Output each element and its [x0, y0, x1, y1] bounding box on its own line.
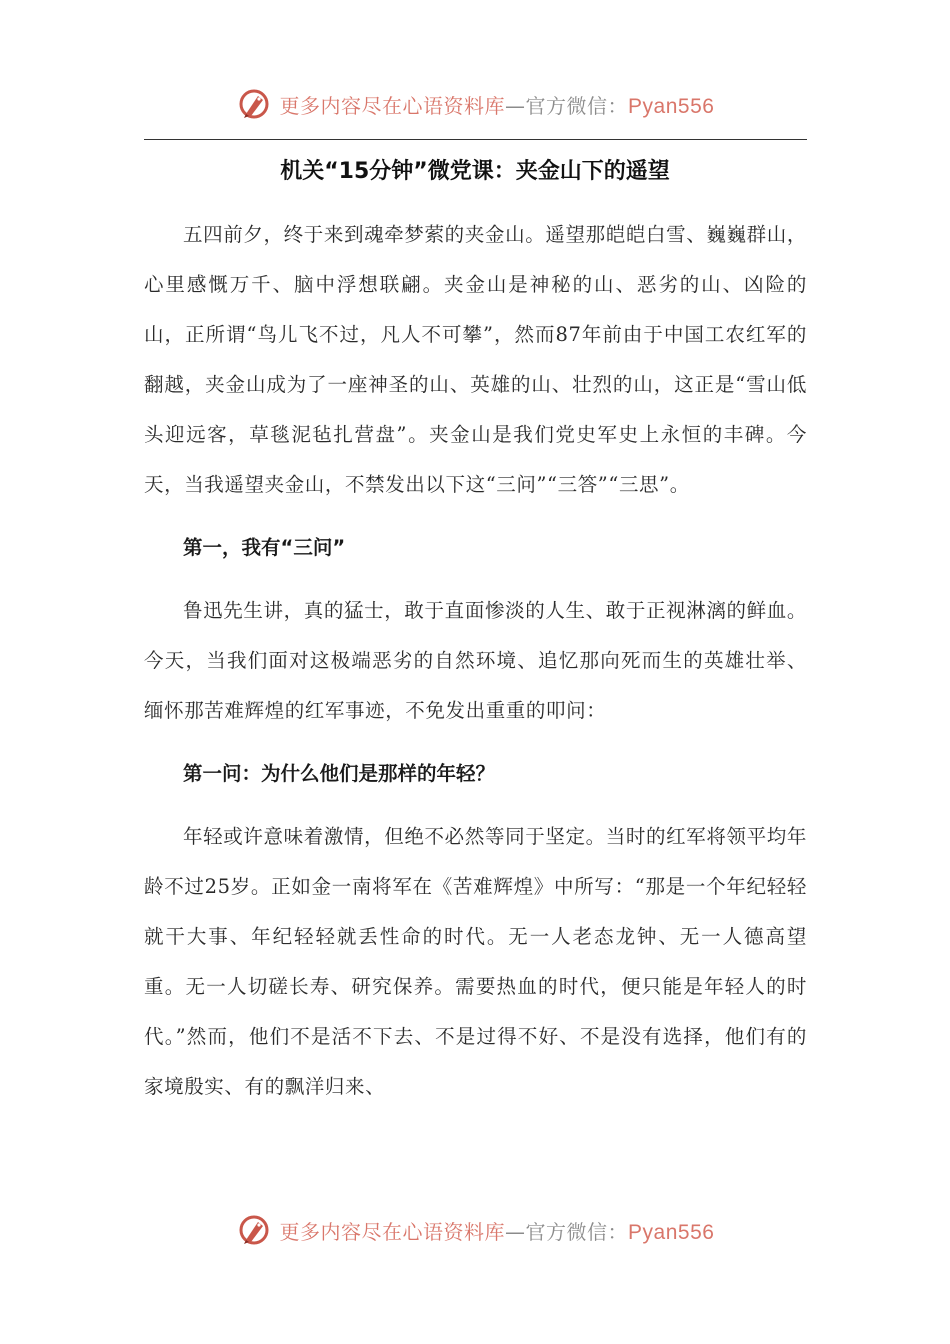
banner-site-name: 更多内容尽在心语资料库: [279, 93, 506, 118]
section-heading: 第一问：为什么他们是那样的年轻？: [183, 762, 496, 785]
banner-wechat-label: —官方微信：: [505, 93, 629, 118]
paragraph: 五四前夕，终于来到魂牵梦萦的夹金山。遥望那皑皑白雪、巍巍群山，心里感慨万千、脑中浮想联翩。夹金山是神秘的山、恶劣的山、凶险的山，正所谓“鸟儿飞不过，凡人不可攀”，然而87年前由于中国工农红军的翻越，夹金山成为了一座神圣的山、英雄的山、壮烈的山，这正是“雪山低头迎远客，草毯泥毡扎营盘”。夹金山是我们党史军史上永恒的丰碑。今天，当我遥望夹金山，不禁发出以下这“三问”“三答”“三思”。: [144, 223, 807, 496]
document-title: 机关“15分钟”微党课：夹金山下的遥望: [280, 159, 670, 184]
banner-site-name: 更多内容尽在心语资料库: [279, 1219, 506, 1244]
section-heading: 第一，我有“三问”: [183, 536, 346, 559]
header-banner: [0, 82, 950, 126]
banner-wechat-id: Pyan556: [628, 94, 715, 118]
header-divider: [144, 139, 807, 140]
paragraph: 鲁迅先生讲，真的猛士，敢于直面惨淡的人生、敢于正视淋漓的鲜血。今天，当我们面对这极端恶劣的自然环境、追忆那向死而生的英雄壮举、缅怀那苦难辉煌的红军事迹，不免发出重重的叩问：: [144, 599, 807, 722]
pen-nib-logo-icon: [236, 1212, 272, 1248]
paragraph: 年轻或许意味着激情，但绝不必然等同于坚定。当时的红军将领平均年龄不过25岁。正如金一南将军在《苦难辉煌》中所写：“那是一个年纪轻轻就干大事、年纪轻轻就丢性命的时代。无一人老态龙钟、无一人德高望重。无一人切磋长寿、研究保养。需要热血的时代，便只能是年轻人的时代。”然而，他们不是活不下去、不是过得不好、不是没有选择，他们有的家境殷实、有的飘洋归来、: [144, 825, 807, 1098]
document-body: [144, 210, 807, 1125]
banner-text: [280, 1216, 715, 1245]
pen-nib-logo-icon: [236, 86, 272, 122]
banner-text: [280, 90, 715, 119]
banner-wechat-label: —官方微信：: [505, 1219, 629, 1244]
footer-banner: [0, 1208, 950, 1252]
banner-wechat-id: Pyan556: [628, 1220, 715, 1244]
